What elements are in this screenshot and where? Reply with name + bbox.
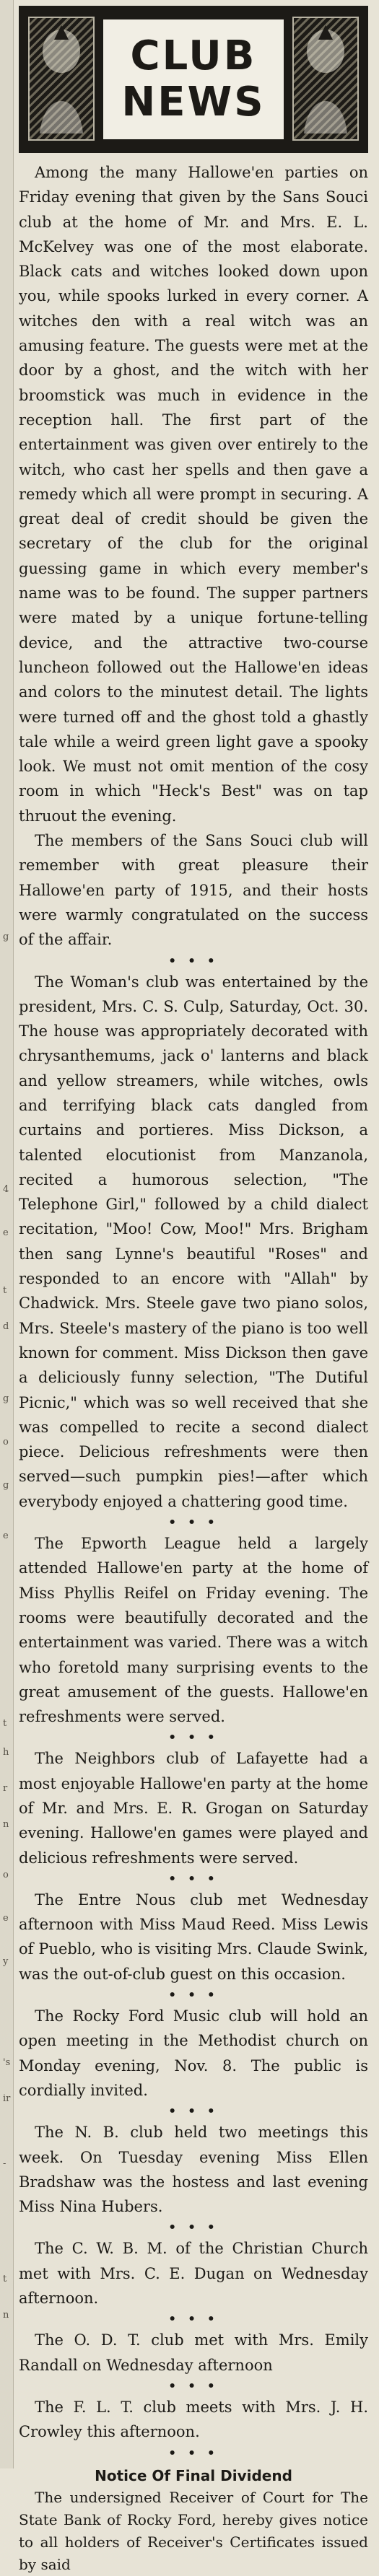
news-items (19, 153, 368, 2462)
news-item (19, 2328, 368, 2378)
news-paragraph: The Epworth League held a largely attended Hallowe'en party at the home of Miss Phyllis Reifel on Friday evening. The rooms were beautifully decorated and the entertainment was varied. There was a witch who foretold many surprising events to the great amusement of the guests. Hallowe'en refreshments were served. (19, 1535, 368, 1726)
notice (19, 2465, 368, 2576)
news-paragraph: The Neighbors club of Lafayette had a most enjoyable Hallowe'en party at the home of Mr. and Mrs. E. R. Grogan on Saturday evening. Hallowe'en games were played and delicious refreshments were served. (19, 1750, 368, 1867)
item-separator: • • • (168, 1988, 219, 2003)
margin-fragment: y (3, 1956, 9, 1967)
margin-fragment: 's (3, 2057, 11, 2068)
news-paragraph: The O. D. T. club met with Mrs. Emily Randall on Wednesday afternoon (19, 2331, 368, 2374)
news-item (19, 1888, 368, 1986)
item-separator: • • • (168, 2378, 219, 2393)
margin-fragment: r (3, 1783, 8, 1794)
item-separator: • • • (168, 1871, 219, 1886)
news-item (19, 2004, 368, 2103)
margin-fragment: g (3, 1393, 9, 1404)
margin-fragment: e (3, 1530, 9, 1541)
margin-fragment: - (3, 2158, 6, 2169)
news-paragraph: The C. W. B. M. of the Christian Church met with Mrs. C. E. Dugan on Wednesday afternoon. (19, 2240, 368, 2308)
left-margin-strip (0, 0, 14, 2468)
item-separator: • • • (168, 2220, 219, 2235)
item-separator: • • • (168, 1730, 219, 1745)
ornament-left (28, 17, 95, 141)
news-item (19, 2395, 368, 2445)
margin-fragment: e (3, 1913, 9, 1924)
margin-fragment: e (3, 1227, 9, 1238)
margin-fragment: n (3, 2310, 9, 2321)
news-item (19, 2236, 368, 2310)
news-item (19, 1746, 368, 1870)
margin-fragment: t (3, 1718, 7, 1729)
news-paragraph: The Rocky Ford Music club will hold an open meeting in the Methodist church on Monday evening, Nov. 8. The public is cordially invited. (19, 2007, 368, 2099)
margin-fragment: o (3, 1437, 9, 1447)
item-separator: • • • (168, 1515, 219, 1530)
item-separator: • • • (168, 2312, 219, 2327)
news-paragraph: The Entre Nous club met Wednesday afternoon with Miss Maud Reed. Miss Lewis of Pueblo, who is visiting Mrs. Claude Swink, was the out-of-club guest on this occasion. (19, 1891, 368, 1983)
masthead-title (102, 18, 285, 141)
news-item (19, 160, 368, 952)
notice-body: The undersigned Receiver of Court for The State Bank of Rocky Ford, hereby gives notice to all holders of Receiver's Certificates issued by said (19, 2488, 368, 2573)
item-separator: • • • (168, 2445, 219, 2461)
masthead (19, 6, 368, 153)
margin-fragment: g (3, 932, 9, 942)
margin-fragment: 4 (3, 1184, 9, 1195)
margin-fragment: t (3, 2274, 7, 2284)
news-item (19, 1531, 368, 1729)
news-item (19, 2120, 368, 2219)
margin-fragment: d (3, 1321, 9, 1332)
news-paragraph: The F. L. T. club meets with Mrs. J. H. Crowley this afternoon. (19, 2398, 368, 2441)
margin-fragment: t (3, 1285, 7, 1296)
news-paragraph: The members of the Sans Souci club will remember with great pleasure their Hallowe'en party of 1915, and their hosts were warmly congratulated on the success of the affair. (19, 832, 368, 949)
margin-fragment: g (3, 1480, 9, 1491)
ornament-right (292, 17, 359, 141)
masthead-word-club: CLUB (130, 32, 257, 79)
item-separator: • • • (168, 2104, 219, 2119)
news-item (19, 970, 368, 1515)
margin-fragment: ir (3, 2093, 11, 2104)
margin-fragment: n (3, 1819, 9, 1830)
news-paragraph: Among the many Hallowe'en parties on Friday evening that given by the Sans Souci club at the home of Mr. and Mrs. E. L. McKelvey was one of the most elaborate. Black cats and witches looked down upon you, while spooks lurked in every corner. A witches den with a real witch was an amusing feature. The guests were met at the door by a ghost, and the witch with her broomstick was much in evidence in the reception hall. The first part of the entertainment was given over entirely to the witch, who cast her spells and then gave a remedy which all were prompt in securing. A great deal of credit should be given the secretary of the club for the original guessing game in which every member's name was to be found. The supper partners were mated by a unique fortune-telling device, and the attractive two-course luncheon followed out the Hallowe'en ideas and colors to the minutest detail. The lights were turned off and the ghost told a ghastly tale while a weird green light gave a spooky look. We must not omit mention of the cosy room in which "Heck's Best" was on tap thruout the evening. (19, 164, 368, 825)
news-paragraph: The N. B. club held two meetings this week. On Tuesday evening Miss Ellen Bradshaw was the hostess and last evening Miss Nina Hubers. (19, 2124, 368, 2216)
news-paragraph: The Woman's club was entertained by the president, Mrs. C. S. Culp, Saturday, Oct. 30. The house was appropriately decorated with chrysanthemums, jack o' lanterns and black and yellow streamers, while witches, owls and terrifying black cats dangled from curtains and portieres. Miss Dickson, a talented elocutionist from Manzanola, recited a humorous selection, "The Telephone Girl," followed by a child dialect recitation, "Moo! Cow, Moo!" Mrs. Brigham then sang Lynne's beautiful "Roses" and responded to an encore with "Allah" by Chadwick. Mrs. Steele gave two piano solos, Mrs. Steele's mastery of the piano is too well known for comment. Miss Dickson then gave a deliciously funny selection, "The Dutiful Picnic," which was so well received that she was compelled to recite a second dialect piece. Delicious refreshments were then served—such pumpkin pies!—after which everybody enjoyed a chattering good time. (19, 973, 368, 1510)
margin-fragment: h (3, 1747, 9, 1758)
club-news-column (19, 6, 368, 2576)
item-separator: • • • (168, 953, 219, 968)
margin-fragment: o (3, 1870, 9, 1880)
notice-title: Notice Of Final Dividend (95, 2466, 292, 2484)
masthead-word-news: NEWS (121, 79, 266, 126)
